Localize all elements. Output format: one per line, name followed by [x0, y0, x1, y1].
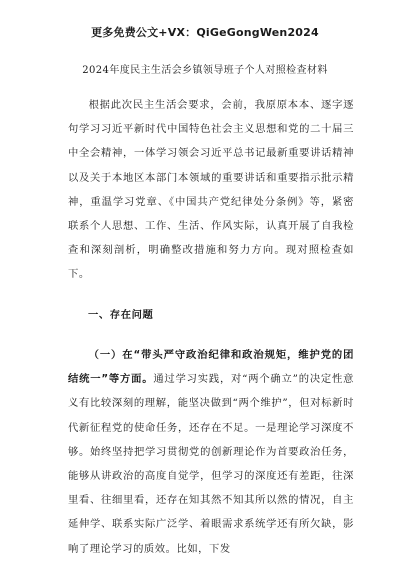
subsection-heading: （一）在“带头严守政治纪律和政治规矩，维护党的团结统一”等方面。 — [68, 349, 354, 386]
document-title: 2024年度民主生活会乡镇领导班子个人对照检查材料 — [82, 65, 328, 76]
watermark-header: 更多免费公文+VX：QiGeGongWen2024 — [91, 26, 319, 39]
subsection-paragraph — [68, 343, 354, 561]
section-heading: 一、存在问题 — [88, 309, 154, 321]
subsection-body: 通过学习实践，对“两个确立”的决定性意义有比较深刻的理解，能坚决做到“两个维护”，但对标新时代新征程党的使命任务，还存在不足。一是理论学习深度不够。始终坚持把学习贯彻党的创新理论作为首要政治任务，能够从讲政治的高度自觉学，但学习的深度还有差距，往深里看、往细里看，还存在知其然不知其所以然的情况，自主延伸学、联系实际广泛学、着眼需求系统学还有所欠缺，影响了理论学习的质效。比如，下发 — [68, 373, 354, 555]
intro-paragraph: 根据此次民主生活会要求，会前，我原原本本、逐字逐句学习习近平新时代中国特色社会主义思想和党的二十届三中全会精神，一体学习领会习近平总书记最新重要讲话精神以及关于本地区本部门本领域的重要讲话和重要指示批示精神，重温学习党章、《中国共产党纪律处分条例》等，紧密联系个人思想、工作、生活、作风实际，认真开展了自我检查和深刻剖析，明确整改措施和努力方向。现对照检查如下。 — [68, 99, 354, 281]
